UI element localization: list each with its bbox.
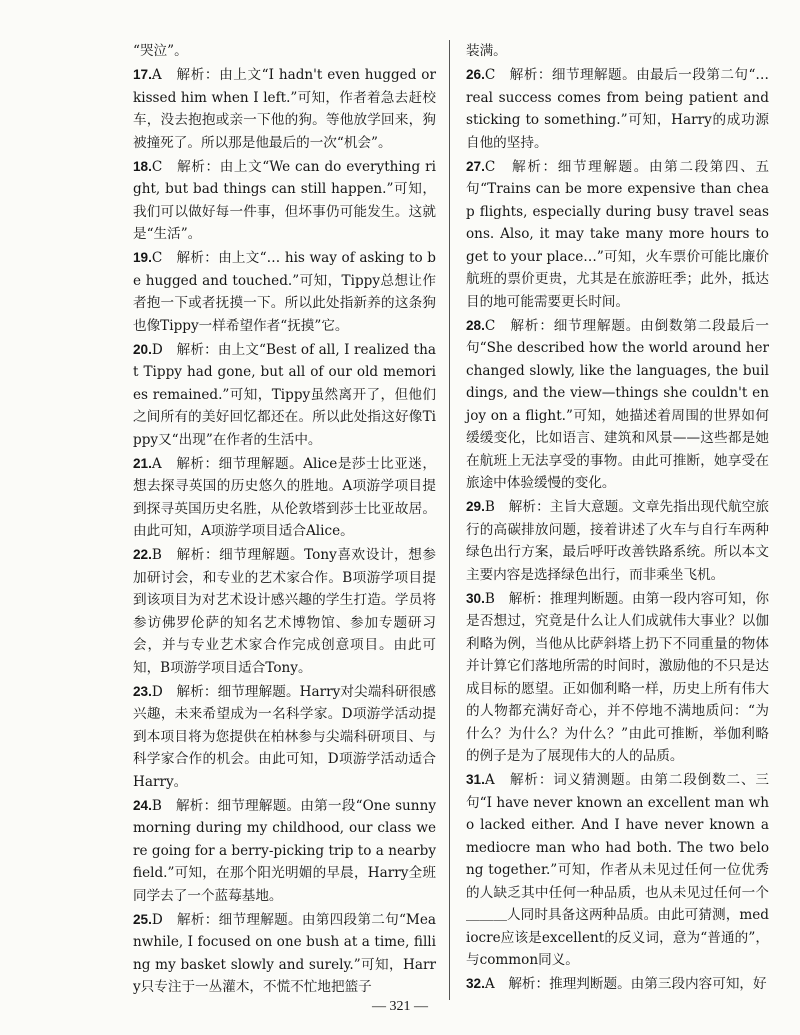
answer-item: 26.C 解析：细节理解题。由最后一段第二句“… real success comes from being patient and sticking to something.”可知，Harry的成功源自他的坚持。 <box>466 67 769 151</box>
left-column <box>133 40 436 1000</box>
answer-item: 32.A 解析：推理判断题。由第三段内容可知，好 <box>466 976 767 992</box>
answer-item: 19.C 解析：由上文“… his way of asking to be hugged and touched.”可知，Tippy总想让作者抱一下或者抚摸一下。所以此处指新养的这条狗也像Tippy一样希望作者“抚摸”它。 <box>133 250 436 334</box>
answer-item: 21.A 解析：细节理解题。Alice是莎士比亚迷，想去探寻英国的历史悠久的胜地。A项游学项目提到探寻英国历史名胜，从伦敦塔到莎士比亚故居。由此可知，A项游学项目适合Alice。 <box>133 455 436 539</box>
right-column <box>466 40 769 997</box>
answer-item: 18.C 解析：由上文“We can do everything right, but bad things can still happen.”可知，我们可以做好每一件事，但坏事仍可能发生。这就是“生活”。 <box>133 158 436 242</box>
answer-item: 24.B 解析：细节理解题。由第一段“One sunny morning during my childhood, our class were going for a berry-picking trip to a nearby field.”可知，在那个阳光明媚的早晨，Harry全班同学去了一个蓝莓基地。 <box>133 797 436 904</box>
column-divider <box>449 40 450 1000</box>
answer-item: 28.C 解析：细节理解题。由倒数第二段最后一句“She described how the world around her changed slowly, like the languages, the buildings, and the view—things she couldn't enjoy on a flight.”可知，她描述着周围的世界如何缓缓变化，比如语言、建筑和风景——这些都是她在航班上无法享受的事物。由此可推断，她享受在旅途中体验缓慢的变化。 <box>466 317 769 491</box>
answer-item: 装满。 <box>466 43 507 59</box>
page-number: — 321 — <box>372 999 428 1014</box>
answer-item: 30.B 解析：推理判断题。由第一段内容可知，你是否想过，究竟是什么让人们成就伟大事业？以伽利略为例，当他从比萨斜塔上扔下不同重量的物体并计算它们落地所需的时间时，激励他的不只是达成目标的愿望。正如伽利略一样，历史上所有伟大的人物都充满好奇心，并不停地不满地质问：“为什么？为什么？为什么？”由此可推断，举伽利略的例子是为了展现伟大的人的品质。 <box>466 590 769 764</box>
answer-item: “哭泣”。 <box>133 43 188 59</box>
answer-item: 20.D 解析：由上文“Best of all, I realized that Tippy had gone, but all of our old memories remained.”可知，Tippy虽然离开了，但他们之间所有的美好回忆都还在。所以此处指这好像Tippy又“出现”在作者的生活中。 <box>133 341 436 448</box>
answer-item: 23.D 解析：细节理解题。Harry对尖端科研很感兴趣，未来希望成为一名科学家。D项游学活动提到本项目将为您提供在柏林参与尖端科研项目、与科学家合作的机会。由此可知，D项游学活动适合Harry。 <box>133 683 436 790</box>
answer-item: 31.A 解析：词义猜测题。由第二段倒数二、三句“I have never known an excellent man who lacked either. And I have never known a mediocre man who had both. The two belong together.”可知，作者从未见过任何一位优秀的人缺乏其中任何一种品质，也从未见过任何一个＿＿＿人同时具备这两种品质。由此可猜测，mediocre应该是excellent的反义词，意为“普通的”，与common同义。 <box>466 772 769 968</box>
answer-item: 17.A 解析：由上文“I hadn't even hugged or kissed him when I left.”可知，作者着急去赶校车，没去抱抱或亲一下他的狗。等他放学回来，狗被撞死了。所以那是他最后的一次“机会”。 <box>133 67 436 151</box>
answer-item: 25.D 解析：细节理解题。由第四段第二句“Meanwhile, I focused on one bush at a time, filling my basket slowly and surely.”可知，Harry只专注于一丛灌木，不慌不忙地把篮子 <box>133 911 436 995</box>
answer-item: 29.B 解析：主旨大意题。文章先指出现代航空旅行的高碳排放问题，接着讲述了火车与自行车两种绿色出行方案，最后呼吁改善铁路系统。所以本文主要内容是选择绿色出行，而非乘坐飞机。 <box>466 499 769 583</box>
answer-item: 22.B 解析：细节理解题。Tony喜欢设计，想参加研讨会，和专业的艺术家合作。B项游学项目提到该项目为对艺术设计感兴趣的学生打造。学员将参访佛罗伦萨的知名艺术博物馆、参加专题研习会，并与专业艺术家合作完成创意项目。由此可知，B项游学项目适合Tony。 <box>133 547 436 676</box>
answer-item: 27.C 解析：细节理解题。由第二段第四、五句“Trains can be more expensive than cheap flights, especially during busy travel seasons. Also, it may take many more hours to get to your place…”可知，火车票价可能比廉价航班的票价更贵，尤其是在旅游旺季；此外，抵达目的地可能需要更长时间。 <box>466 158 769 310</box>
